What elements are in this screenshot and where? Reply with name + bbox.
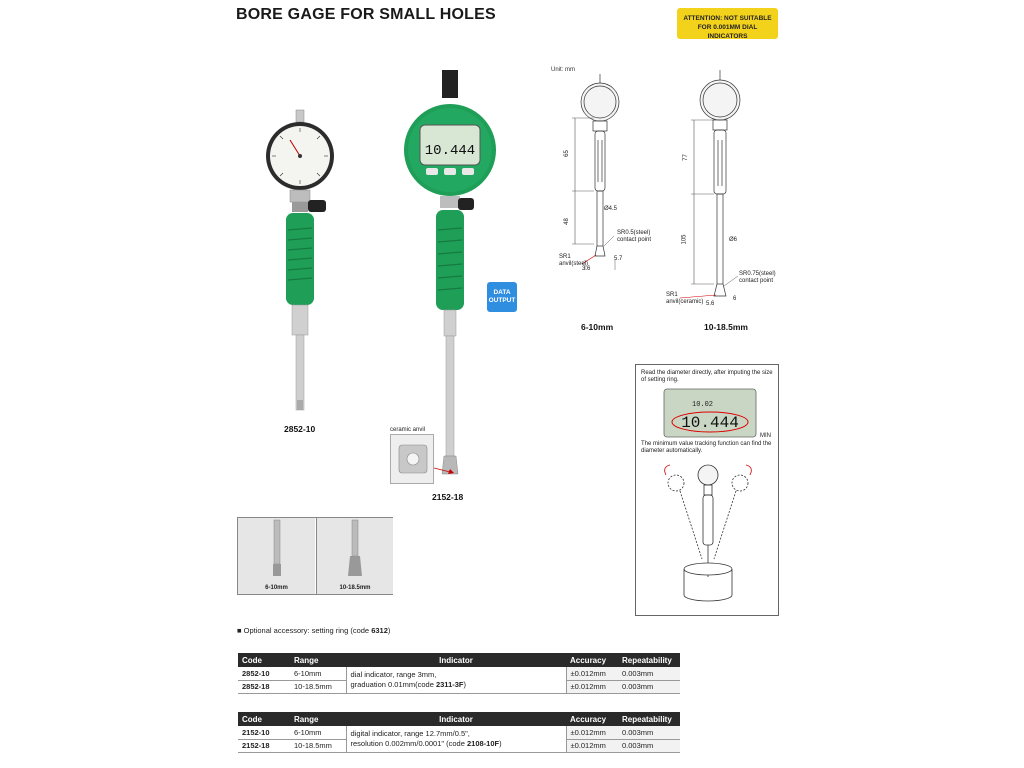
indicator-line2a: resolution 0.002mm/0.0001" (code: [350, 738, 467, 748]
row-range: 6-10mm: [290, 726, 346, 739]
large-anvil: SR1 anvil(ceramic): [666, 292, 704, 305]
small-drawing-caption: 6-10mm: [581, 322, 614, 332]
min-tracking-panel: [635, 364, 779, 616]
header-range: Range: [290, 712, 346, 726]
row-code: 2152-10: [238, 726, 290, 739]
bullet-icon: ■: [237, 626, 244, 635]
indicator-line2a: graduation 0.01mm(code: [350, 679, 436, 689]
lcd-small-value: 10.02: [692, 401, 714, 409]
accessory-note: [237, 626, 390, 635]
header-indicator: Indicator: [346, 712, 566, 726]
header-range: Range: [290, 653, 346, 667]
min-panel-top-text: Read the diameter directly, after imputing the size of setting ring.: [641, 370, 773, 383]
row-code: 2852-10: [238, 667, 290, 680]
table-header-row: [238, 712, 680, 726]
large-dim-bottom-left: 5.6: [706, 301, 715, 307]
ceramic-arrow-icon: [434, 466, 454, 476]
row-range: 10-18.5mm: [290, 739, 346, 752]
note-suffix: ): [387, 626, 391, 635]
gage-in-ring-illustration: [658, 459, 758, 609]
small-dim-bottom-right: 5.7: [614, 256, 623, 262]
small-anvil-photo-icon: [270, 520, 284, 580]
large-dim-upper: 77: [682, 154, 689, 161]
small-dia: Ø4.5: [604, 206, 618, 212]
row-repeatability: 0.003mm: [618, 726, 680, 739]
min-label: MIN: [760, 433, 771, 439]
photo-caption-large: 10-18.5mm: [339, 585, 371, 591]
row-repeatability: 0.003mm: [618, 739, 680, 752]
row-accuracy: ±0.012mm: [566, 739, 618, 752]
header-repeatability: Repeatability: [618, 653, 680, 667]
indicator-line2b: ): [499, 738, 502, 748]
table-header-row: [238, 653, 680, 667]
indicator-code: 2311-3F: [435, 679, 464, 689]
header-repeatability: Repeatability: [618, 712, 680, 726]
ceramic-anvil-label: ceramic anvil: [390, 427, 426, 433]
large-drawing-caption: 10-18.5mm: [704, 322, 748, 332]
data-output-badge: DATA OUTPUT: [487, 282, 517, 312]
min-panel-bottom-text: The minimum value tracking function can find the diameter automatically.: [641, 441, 772, 454]
large-dim-bottom-right: 6: [733, 296, 737, 302]
unit-label: Unit: mm: [551, 67, 575, 73]
small-dim-upper: 65: [563, 150, 570, 157]
large-dia: Ø6: [729, 237, 738, 243]
ceramic-anvil-icon: [397, 443, 429, 475]
row-code: 2152-18: [238, 739, 290, 752]
small-anvil: SR1 anvil(steel): [559, 254, 589, 267]
row-accuracy: ±0.012mm: [566, 726, 618, 739]
photo-6-10mm: [238, 518, 315, 594]
lcd-display: [664, 389, 756, 437]
digital-display: 10.444: [424, 143, 476, 159]
row-indicator: [346, 667, 566, 693]
spec-table-dial: [238, 653, 680, 694]
indicator-code: 2108-10F: [466, 738, 500, 748]
photo-caption-small: 6-10mm: [265, 585, 288, 591]
large-anvil-photo-icon: [347, 520, 363, 580]
small-dim-bottom-left: 3.6: [582, 266, 591, 272]
row-code: 2852-18: [238, 680, 290, 693]
row-accuracy: ±0.012mm: [566, 680, 618, 693]
header-accuracy: Accuracy: [566, 653, 618, 667]
ceramic-anvil-detail: [390, 434, 434, 484]
small-dim-lower: 48: [563, 218, 570, 225]
spec-table-digital: [238, 712, 680, 753]
anvil-photo-strip: [237, 517, 393, 595]
page-title: BORE GAGE FOR SMALL HOLES: [236, 6, 496, 23]
indicator-line1: digital indicator, range 12.7mm/0.5",: [350, 728, 470, 738]
dial-model-label: 2852-10: [284, 424, 316, 434]
row-repeatability: 0.003mm: [618, 667, 680, 680]
indicator-line2b: ): [463, 679, 466, 689]
large-contact: SR0.75(steel) contact point: [739, 271, 776, 284]
lcd-big-value: 10.444: [681, 414, 739, 432]
small-contact: SR0.5(steel) contact point: [617, 230, 652, 243]
header-accuracy: Accuracy: [566, 712, 618, 726]
row-repeatability: 0.003mm: [618, 680, 680, 693]
header-indicator: Indicator: [346, 653, 566, 667]
note-code: 6312: [371, 626, 388, 635]
note-prefix: Optional accessory: setting ring (code: [243, 626, 372, 635]
header-code: Code: [238, 653, 290, 667]
digital-model-label: 2152-18: [432, 492, 464, 502]
row-range: 10-18.5mm: [290, 680, 346, 693]
attention-badge: ATTENTION: NOT SUITABLE FOR 0.001MM DIAL INDICATORS: [677, 8, 778, 39]
drawing-6-10mm: [560, 74, 640, 284]
header-code: Code: [238, 712, 290, 726]
photo-10-18mm: [316, 518, 393, 594]
row-indicator: [346, 726, 566, 752]
row-accuracy: ±0.012mm: [566, 667, 618, 680]
indicator-line1: dial indicator, range 3mm,: [350, 669, 437, 679]
table-row: [238, 667, 680, 680]
table-row: [238, 726, 680, 739]
large-dim-lower: 105: [681, 234, 688, 245]
row-range: 6-10mm: [290, 667, 346, 680]
dial-bore-gage-image: [260, 110, 340, 420]
